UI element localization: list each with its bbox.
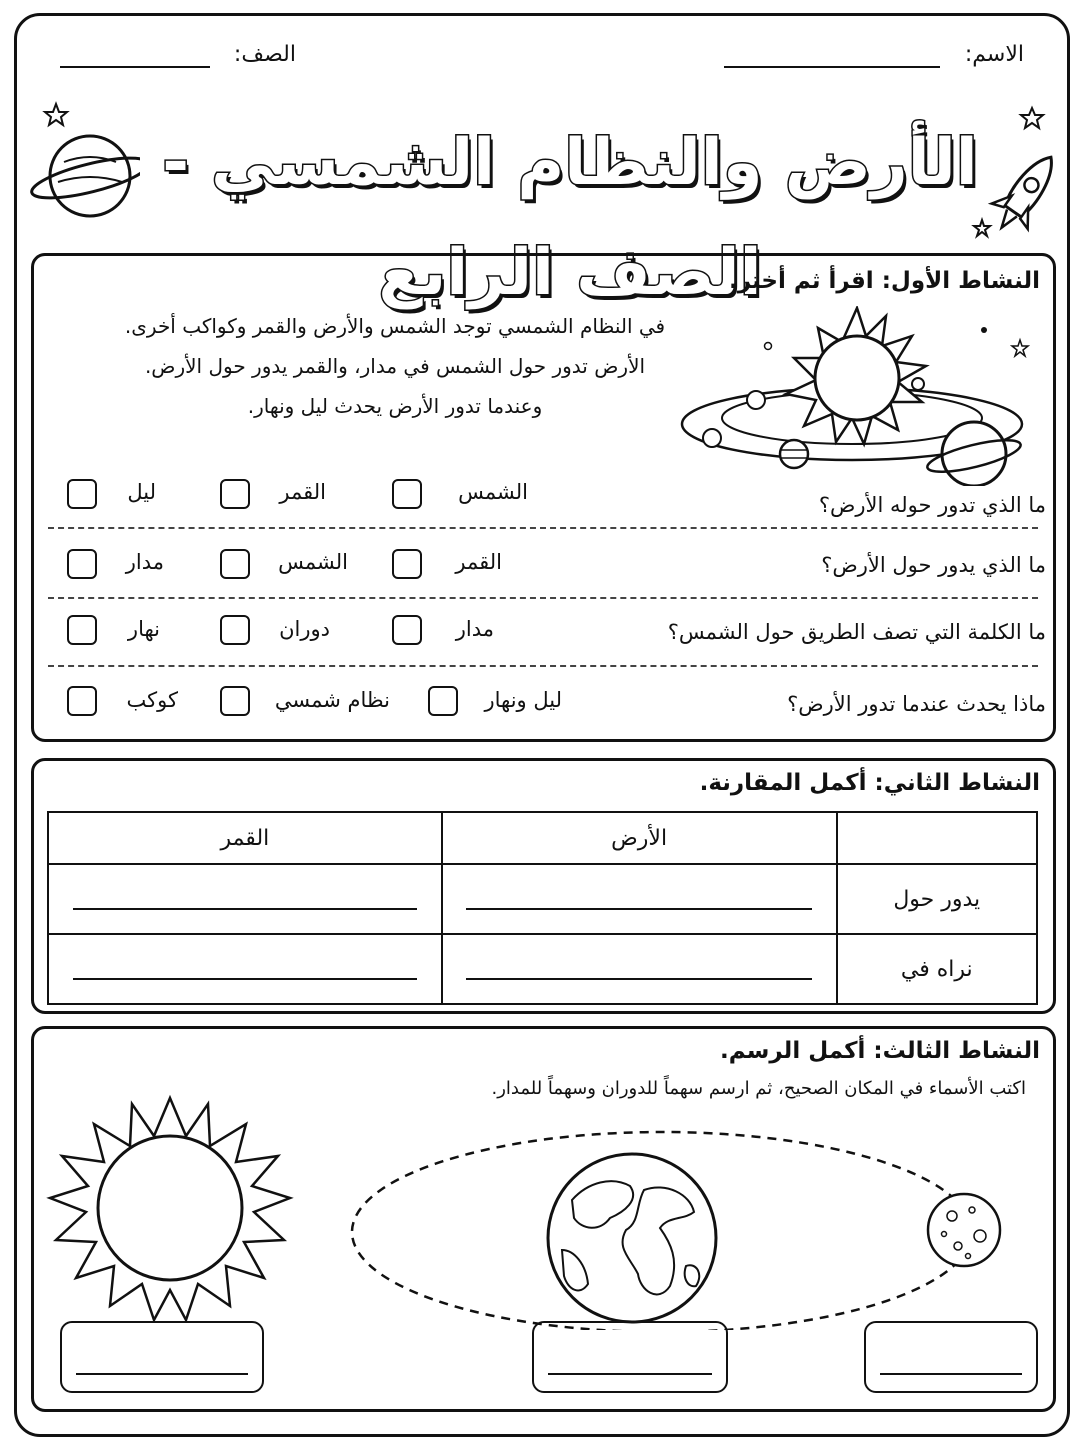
star-icon bbox=[1012, 340, 1028, 356]
q2-option-2-checkbox[interactable] bbox=[220, 549, 250, 579]
paragraph-line: في النظام الشمسي توجد الشمس والأرض والقمر وكواكب أخرى. bbox=[124, 314, 666, 338]
solar-system-icon bbox=[676, 306, 1036, 486]
question-4: ماذا يحدث عندما تدور الأرض؟ bbox=[787, 692, 1046, 716]
drawing-area bbox=[40, 1090, 1040, 1330]
moon-answer-cell[interactable] bbox=[48, 934, 442, 1004]
q3-option-3-label: نهار bbox=[127, 617, 160, 641]
q4-option-2-label: نظام شمسي bbox=[274, 688, 390, 712]
class-input-line[interactable] bbox=[60, 66, 210, 68]
q3-option-3-checkbox[interactable] bbox=[67, 615, 97, 645]
name-input-line[interactable] bbox=[724, 66, 940, 68]
question-divider bbox=[48, 527, 1038, 529]
row-label: نراه في bbox=[837, 934, 1037, 1004]
q1-option-1-label: الشمس bbox=[458, 480, 528, 504]
activity1-paragraph bbox=[70, 306, 720, 426]
earth-icon bbox=[548, 1154, 716, 1322]
question-3: ما الكلمة التي تصف الطريق حول الشمس؟ bbox=[667, 620, 1046, 644]
table-row bbox=[48, 934, 1037, 1004]
sun-label-box[interactable] bbox=[60, 1321, 264, 1393]
q2-option-3-checkbox[interactable] bbox=[67, 549, 97, 579]
rocket-icon bbox=[968, 100, 1068, 250]
q3-option-2-label: دوران bbox=[279, 617, 330, 641]
sun-icon bbox=[50, 1098, 290, 1320]
q1-option-2-checkbox[interactable] bbox=[220, 479, 250, 509]
q1-option-3-checkbox[interactable] bbox=[67, 479, 97, 509]
earth-label-box[interactable] bbox=[532, 1321, 728, 1393]
earth-answer-cell[interactable] bbox=[442, 864, 837, 934]
q3-option-1-checkbox[interactable] bbox=[392, 615, 422, 645]
q4-option-3-checkbox[interactable] bbox=[67, 686, 97, 716]
answer-line[interactable] bbox=[73, 958, 418, 980]
q2-option-2-label: الشمس bbox=[278, 550, 348, 574]
q1-option-2-label: القمر bbox=[279, 480, 326, 504]
answer-line[interactable] bbox=[466, 888, 812, 910]
question-divider bbox=[48, 665, 1038, 667]
question-divider bbox=[48, 597, 1038, 599]
activity3-title: النشاط الثالث: أكمل الرسم. bbox=[719, 1038, 1040, 1064]
q3-option-1-label: مدار bbox=[455, 617, 494, 641]
answer-line[interactable] bbox=[466, 958, 812, 980]
q1-option-1-checkbox[interactable] bbox=[392, 479, 422, 509]
paragraph-line: وعندما تدور الأرض يحدث ليل ونهار. bbox=[247, 394, 543, 418]
q4-option-2-checkbox[interactable] bbox=[220, 686, 250, 716]
activity1-title: النشاط الأول: اقرأ ثم أختر. bbox=[728, 268, 1040, 294]
q4-option-1-checkbox[interactable] bbox=[428, 686, 458, 716]
class-label: الصف: bbox=[233, 42, 296, 67]
table-row bbox=[48, 864, 1037, 934]
activity2-title: النشاط الثاني: أكمل المقارنة. bbox=[699, 770, 1040, 796]
q2-option-1-label: القمر bbox=[455, 550, 502, 574]
table-header-cell: القمر bbox=[48, 812, 442, 864]
question-1: ما الذي تدور حوله الأرض؟ bbox=[818, 493, 1046, 517]
star-icon bbox=[974, 220, 990, 236]
planet-icon bbox=[20, 96, 140, 236]
row-label: يدور حول bbox=[837, 864, 1037, 934]
star-icon bbox=[45, 104, 67, 125]
moon-answer-cell[interactable] bbox=[48, 864, 442, 934]
q1-option-3-label: ليل bbox=[127, 480, 156, 504]
table-header-cell bbox=[837, 812, 1037, 864]
name-label: الاسم: bbox=[964, 42, 1024, 67]
star-icon bbox=[1021, 108, 1043, 128]
q4-option-1-label: ليل ونهار bbox=[484, 688, 562, 712]
q2-option-1-checkbox[interactable] bbox=[392, 549, 422, 579]
moon-icon bbox=[928, 1194, 1000, 1266]
comparison-table bbox=[47, 811, 1038, 1005]
answer-line[interactable] bbox=[73, 888, 418, 910]
q2-option-3-label: مدار bbox=[125, 550, 164, 574]
sun-icon bbox=[786, 308, 926, 444]
question-2: ما الذي يدور حول الأرض؟ bbox=[821, 553, 1046, 577]
table-header-cell: الأرض bbox=[442, 812, 837, 864]
table-header-row bbox=[48, 812, 1037, 864]
activity3-instruction: اكتب الأسماء في المكان الصحيح، ثم ارسم سهماً للدوران وسهماً للمدار. bbox=[491, 1078, 1026, 1099]
moon-label-box[interactable] bbox=[864, 1321, 1038, 1393]
earth-answer-cell[interactable] bbox=[442, 934, 837, 1004]
paragraph-line: الأرض تدور حول الشمس في مدار، والقمر يدور حول الأرض. bbox=[144, 354, 646, 378]
q4-option-3-label: كوكب bbox=[126, 688, 178, 712]
q3-option-2-checkbox[interactable] bbox=[220, 615, 250, 645]
page-title: الأرض والنظام الشمسي - الصف الرابع bbox=[162, 126, 978, 310]
